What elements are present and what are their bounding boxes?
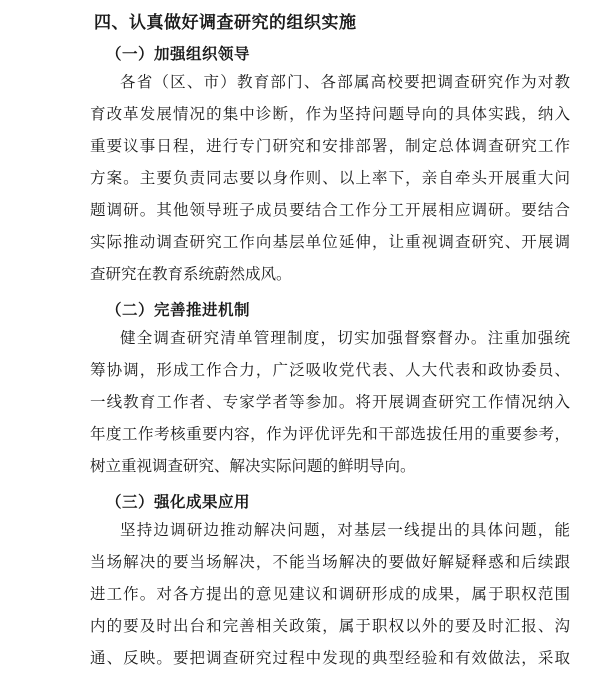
section-heading: 四、认真做好调查研究的组织实施 (94, 13, 357, 33)
subheading-mechanism: （二）完善推进机制 (106, 301, 251, 319)
paragraph-line: 坚持边调研边推动解决问题，对基层一线提出的具体问题，能 (120, 521, 570, 539)
paragraph-line: 筹协调，形成工作合力，广泛吸收党代表、人大代表和政协委员、 (90, 361, 570, 379)
subheading-results: （三）强化成果应用 (106, 493, 251, 511)
paragraph-line: 进工作。对各方提出的意见建议和调研形成的成果，属于职权范围 (90, 585, 570, 603)
subheading-leadership: （一）加强组织领导 (106, 45, 251, 63)
paragraph-line: 一线教育工作者、专家学者等参加。将开展调查研究工作情况纳入 (90, 393, 570, 411)
paragraph-line: 通、反映。要把调查研究过程中发现的典型经验和有效做法，采取 (90, 649, 570, 667)
paragraph-line: 育改革发展情况的集中诊断，作为坚持问题导向的具体实践，纳入 (90, 105, 570, 123)
paragraph-line: 重要议事日程，进行专门研究和安排部署，制定总体调查研究工作 (90, 137, 570, 155)
paragraph-line: 实际推动调查研究工作向基层单位延伸，让重视调查研究、开展调 (90, 233, 570, 251)
paragraph-line: 内的要及时出台和完善相关政策，属于职权以外的要及时汇报、沟 (90, 617, 570, 635)
paragraph-line: 当场解决的要当场解决，不能当场解决的要做好解疑释惑和后续跟 (90, 553, 570, 571)
paragraph-line: 各省（区、市）教育部门、各部属高校要把调查研究作为对教 (120, 73, 570, 91)
paragraph-line: 健全调查研究清单管理制度，切实加强督察督办。注重加强统 (120, 329, 570, 347)
paragraph-line: 题调研。其他领导班子成员要结合工作分工开展相应调研。要结合 (90, 201, 570, 219)
paragraph-line: 方案。主要负责同志要以身作则、以上率下，亲自牵头开展重大问 (90, 169, 570, 187)
paragraph-line: 树立重视调查研究、解决实际问题的鲜明导向。 (90, 457, 416, 475)
paragraph-line: 年度工作考核重要内容，作为评优评先和干部选拔任用的重要参考， (90, 425, 570, 443)
paragraph-line: 查研究在教育系统蔚然成风。 (90, 265, 292, 283)
